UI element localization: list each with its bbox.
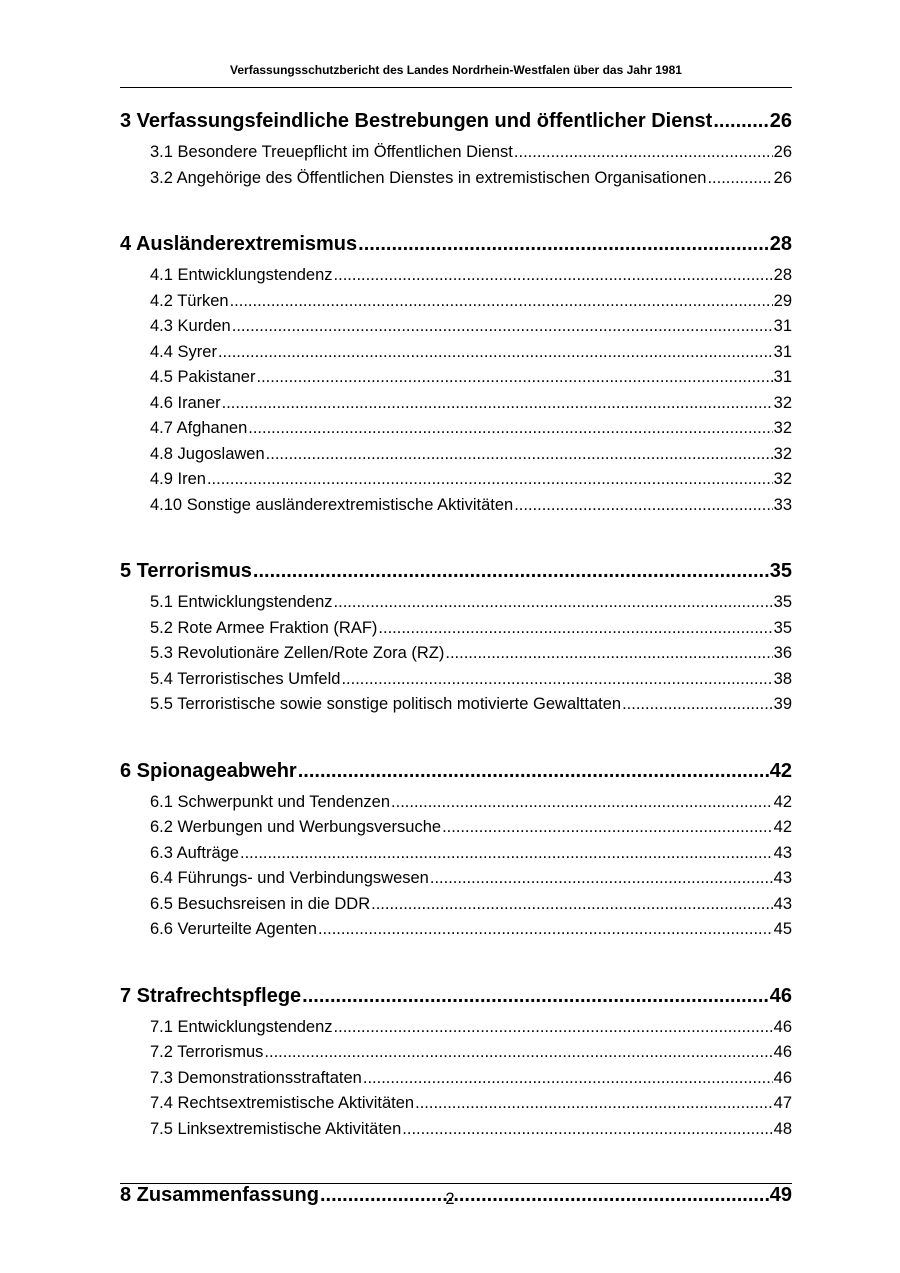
toc-chapter-label: 4 Ausländerextremismus [120, 233, 358, 255]
dot-leader [622, 692, 773, 718]
toc-section [120, 106, 792, 191]
toc-subentry[interactable] [120, 289, 792, 315]
toc-chapter-page: 46 [769, 984, 792, 1007]
toc-subentry[interactable] [120, 140, 792, 166]
dot-leader [232, 314, 773, 340]
toc-subentry-label: 6.6 Verurteilte Agenten [150, 920, 317, 938]
toc-subentry-page: 32 [773, 419, 792, 437]
toc-subentry-page: 43 [773, 843, 792, 862]
toc-subentry-page: 32 [773, 470, 792, 488]
toc-subentry-page: 29 [773, 291, 792, 310]
dot-leader [514, 140, 773, 166]
toc-subentry[interactable] [120, 1040, 792, 1066]
toc-chapter-page: 35 [769, 560, 792, 582]
toc-subentry-page: 32 [773, 444, 792, 463]
toc-subentry-label: 5.4 Terroristisches Umfeld [150, 669, 341, 688]
toc-subentry[interactable] [120, 493, 792, 519]
toc-subentry-page: 32 [773, 393, 792, 412]
toc-subentry[interactable] [120, 641, 792, 667]
toc-section [120, 756, 792, 943]
toc-subentry-label: 4.9 Iren [150, 470, 206, 488]
toc-subentry-page: 42 [773, 818, 792, 836]
dot-leader [218, 340, 773, 366]
toc-chapter-page: 49 [769, 1184, 792, 1206]
dot-leader [256, 365, 772, 391]
toc-subentry-page: 43 [773, 894, 792, 913]
dot-leader [334, 590, 773, 616]
toc-subentry[interactable] [120, 866, 792, 892]
toc-subentry[interactable] [120, 667, 792, 693]
header-divider [120, 87, 792, 88]
toc-subentry-page: 45 [773, 920, 792, 938]
toc-subentry[interactable] [120, 340, 792, 366]
toc-subentry-label: 4.6 Iraner [150, 393, 221, 412]
dot-leader [248, 416, 772, 442]
toc-chapter-label: 5 Terrorismus [120, 560, 252, 582]
toc-section [120, 229, 792, 518]
toc-subentry-page: 38 [773, 669, 792, 688]
toc-subentry-page: 42 [773, 792, 792, 811]
toc-subentry-label: 7.5 Linksextremistische Aktivitäten [150, 1119, 402, 1138]
running-header: Verfassungsschutzbericht des Landes Nordrhein-Westfalen über das Jahr 1981 [230, 63, 682, 77]
page-number: 2 [445, 1190, 455, 1208]
toc-subentry-label: 4.5 Pakistaner [150, 368, 256, 386]
toc-subentry-label: 5.2 Rote Armee Fraktion (RAF) [150, 618, 378, 637]
toc-subentry-label: 4.2 Türken [150, 291, 229, 310]
toc-subentry-page: 31 [773, 317, 792, 335]
toc-subentry-label: 4.8 Jugoslawen [150, 444, 265, 463]
toc-subentry-page: 48 [773, 1119, 792, 1138]
dot-leader [378, 616, 772, 642]
toc-subentry[interactable] [120, 692, 792, 718]
dot-leader [334, 1015, 773, 1041]
toc-chapter-page: 26 [769, 110, 792, 132]
toc-subentry[interactable] [120, 1015, 792, 1041]
toc-subentry-page: 26 [773, 168, 792, 187]
dot-leader [514, 493, 772, 519]
toc-subentry-label: 7.1 Entwicklungstendenz [150, 1017, 333, 1036]
toc-chapter-page: 28 [769, 233, 792, 255]
dot-leader [266, 442, 773, 468]
dot-leader [302, 981, 769, 1012]
toc-subentry[interactable] [120, 365, 792, 391]
toc-chapter-label: 8 Zusammenfassung [120, 1184, 319, 1206]
toc-subentry[interactable] [120, 590, 792, 616]
dot-leader [445, 641, 772, 667]
dot-leader [707, 166, 772, 192]
table-of-contents [120, 106, 792, 1249]
toc-subentry-page: 31 [773, 368, 792, 386]
dot-leader [442, 815, 773, 841]
toc-subentry-page: 36 [773, 644, 792, 662]
toc-chapter[interactable] [120, 981, 792, 1012]
dot-leader [230, 289, 773, 315]
toc-subentry-page: 28 [773, 266, 792, 284]
toc-subentry[interactable] [120, 815, 792, 841]
footer-divider [120, 1183, 792, 1184]
toc-subentry-label: 5.1 Entwicklungstendenz [150, 593, 333, 611]
dot-leader [391, 790, 773, 816]
toc-subentry[interactable] [120, 442, 792, 468]
dot-leader [222, 391, 773, 417]
toc-subentry-label: 4.3 Kurden [150, 317, 231, 335]
toc-subentry-page: 31 [773, 342, 792, 361]
dot-leader [240, 841, 773, 867]
toc-chapter[interactable] [120, 106, 792, 137]
dot-leader [298, 756, 769, 787]
toc-subentry-page: 47 [773, 1094, 792, 1112]
toc-subentry[interactable] [120, 917, 792, 943]
toc-subentry-page: 46 [773, 1017, 792, 1036]
toc-subentry[interactable] [120, 616, 792, 642]
dot-leader [358, 229, 769, 260]
toc-subentry-label: 4.1 Entwicklungstendenz [150, 266, 333, 284]
toc-subentry[interactable] [120, 1117, 792, 1143]
toc-subentry-page: 35 [773, 593, 792, 611]
toc-chapter[interactable] [120, 756, 792, 787]
dot-leader [371, 892, 773, 918]
toc-chapter[interactable] [120, 229, 792, 260]
toc-subentry-page: 26 [773, 143, 792, 161]
toc-subentry-label: 7.3 Demonstrationsstraftaten [150, 1068, 362, 1087]
toc-subentry-page: 35 [773, 618, 792, 637]
toc-subentry[interactable] [120, 314, 792, 340]
toc-chapter-label: 6 Spionageabwehr [120, 759, 297, 782]
toc-subentry-label: 6.1 Schwerpunkt und Tendenzen [150, 792, 391, 811]
toc-subentry[interactable] [120, 391, 792, 417]
dot-leader [253, 556, 769, 587]
toc-subentry-page: 43 [773, 869, 792, 887]
dot-leader [430, 866, 773, 892]
dot-leader [363, 1066, 773, 1092]
toc-subentry[interactable] [120, 1066, 792, 1092]
toc-subentry-label: 6.2 Werbungen und Werbungsversuche [150, 818, 442, 836]
toc-subentry-page: 33 [773, 495, 792, 514]
toc-subentry-label: 3.2 Angehörige des Öffentlichen Dienstes in extremistischen Organisationen [150, 168, 707, 187]
toc-subentry-label: 4.10 Sonstige ausländerextremistische Aktivitäten [150, 495, 514, 514]
toc-subentry[interactable] [120, 892, 792, 918]
toc-subentry-label: 5.5 Terroristische sowie sonstige politisch motivierte Gewalttaten [150, 695, 622, 713]
toc-subentry-label: 5.3 Revolutionäre Zellen/Rote Zora (RZ) [150, 644, 445, 662]
dot-leader [415, 1091, 773, 1117]
toc-subentry-page: 39 [773, 695, 792, 713]
toc-subentry-label: 6.5 Besuchsreisen in die DDR [150, 894, 371, 913]
dot-leader [318, 917, 773, 943]
toc-subentry-label: 4.7 Afghanen [150, 419, 248, 437]
toc-chapter-page: 42 [769, 759, 792, 782]
toc-subentry[interactable] [120, 467, 792, 493]
dot-leader [264, 1040, 772, 1066]
toc-subentry-page: 46 [773, 1068, 792, 1087]
toc-chapter[interactable] [120, 556, 792, 587]
toc-section [120, 981, 792, 1143]
toc-subentry-label: 7.2 Terrorismus [150, 1043, 264, 1061]
dot-leader [207, 467, 773, 493]
toc-subentry[interactable] [120, 841, 792, 867]
toc-subentry[interactable] [120, 166, 792, 192]
toc-subentry-label: 3.1 Besondere Treuepflicht im Öffentlichen Dienst [150, 143, 513, 161]
toc-subentry[interactable] [120, 1091, 792, 1117]
toc-subentry-label: 4.4 Syrer [150, 342, 217, 361]
dot-leader [334, 263, 773, 289]
toc-chapter-label: 3 Verfassungsfeindliche Bestrebungen und öffentlicher Dienst [120, 110, 713, 132]
toc-chapter-label: 7 Strafrechtspflege [120, 984, 302, 1007]
toc-subentry-label: 7.4 Rechtsextremistische Aktivitäten [150, 1094, 415, 1112]
toc-subentry[interactable] [120, 263, 792, 289]
toc-subentry[interactable] [120, 416, 792, 442]
toc-subentry[interactable] [120, 790, 792, 816]
dot-leader [713, 106, 768, 137]
dot-leader [341, 667, 772, 693]
toc-subentry-page: 46 [773, 1043, 792, 1061]
toc-section [120, 556, 792, 718]
dot-leader [402, 1117, 772, 1143]
toc-subentry-label: 6.3 Aufträge [150, 843, 239, 862]
toc-subentry-label: 6.4 Führungs- und Verbindungswesen [150, 869, 429, 887]
